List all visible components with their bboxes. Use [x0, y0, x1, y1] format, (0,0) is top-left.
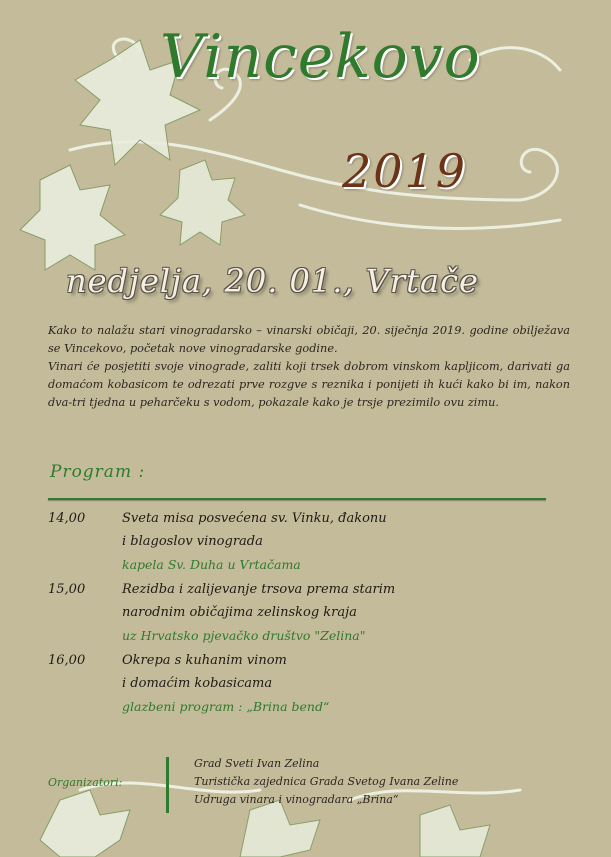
organizer-item: Udruga vinara i vinogradara „Brina“ — [194, 793, 399, 806]
poster-title: Vincekovo — [160, 22, 481, 92]
date-location: nedjelja, 20. 01., Vrtače — [66, 262, 479, 300]
organizer-item: Turistička zajednica Grada Svetog Ivana Zeline — [194, 775, 459, 788]
intro-paragraph: Kako to nalažu stari vinogradarsko – vinarski običaji, 20. siječnja 2019. godine obilježava se Vincekovo, početak nove vinogradarske godine. — [48, 324, 570, 355]
organizers-list — [194, 755, 458, 809]
event-time: 15,00 — [48, 582, 86, 597]
event-time: 16,00 — [48, 653, 86, 668]
organizer-item: Grad Sveti Ivan Zelina — [194, 757, 320, 770]
event-note: uz Hrvatsko pjevačko društvo "Zelina" — [122, 628, 366, 643]
intro-text — [48, 322, 570, 412]
program-event — [48, 507, 528, 576]
event-line: Rezidba i zalijevanje trsova prema starim — [122, 582, 396, 597]
event-line: i domaćim kobasicama — [122, 676, 273, 691]
poster-year: 2019 — [342, 144, 468, 198]
organizers-divider — [166, 757, 169, 813]
event-note: glazbeni program : „Brina bend“ — [122, 699, 330, 714]
event-note: kapela Sv. Duha u Vrtačama — [122, 557, 301, 572]
program-divider — [48, 498, 546, 500]
event-line: i blagoslov vinograda — [122, 534, 263, 549]
event-line: Okrepa s kuhanim vinom — [122, 653, 287, 668]
program-event — [48, 649, 528, 718]
event-time: 14,00 — [48, 511, 86, 526]
program-schedule — [48, 507, 528, 720]
event-line: Sveta misa posvećena sv. Vinku, đakonu — [122, 511, 387, 526]
organizers-label: Organizatori: — [48, 776, 123, 789]
program-event — [48, 578, 528, 647]
program-heading: Program : — [50, 462, 146, 482]
intro-paragraph: Vinari će posjetiti svoje vinograde, zaliti koji trsek dobrom vinskom kapljicom, darivati ga domaćom kobasicom te odrezati prve rozgve s reznika i ponijeti ih kući kako bi im, nakon dva-tri tjedna u peharčeku s vodom, pokazale kako je trsje prezimilo ovu zimu. — [48, 360, 570, 409]
event-line: narodnim običajima zelinskog kraja — [122, 605, 357, 620]
